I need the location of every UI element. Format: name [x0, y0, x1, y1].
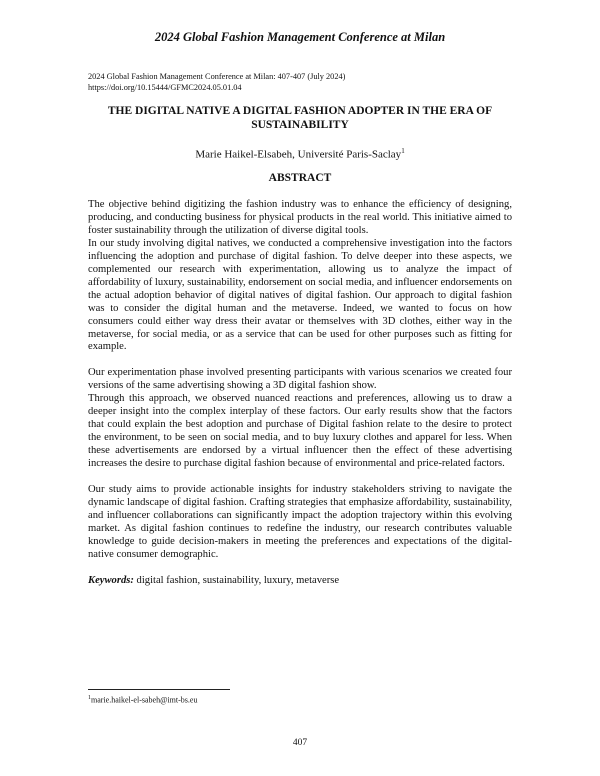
page-number: 407 [292, 738, 308, 748]
footnote [88, 695, 197, 705]
keywords-text: digital fashion, sustainability, luxury, metaverse [133, 574, 340, 586]
citation-block [88, 71, 345, 93]
abstract-body [88, 199, 512, 588]
keywords-line [88, 575, 512, 588]
abstract-heading: ABSTRACT [268, 172, 332, 184]
footnote-divider [88, 689, 230, 690]
abstract-paragraph: The objective behind digitizing the fashion industry was to enhance the efficiency of designing, producing, and conducting business for physical products in the real world. This initiative aimed to foster sustainability through the utilization of diverse digital tools. [88, 199, 512, 236]
abstract-paragraph: In our study involving digital natives, we conducted a comprehensive investigation into the factors influencing the adoption and purchase of digital fashion. To delve deeper into these aspects, we complemented our research with experimentation, allowing us to analyze the impact of affordability of luxury, sustainability, endorsement on social media, and influencer endorsements on the actual adoption behavior of digital natives of digital fashion. Our approach to digital fashion was to consider the digital human and the metaverse. Indeed, we wanted to focus on how consumers could either way dress their avatar or themselves with 3D clothes, either way in the metaverse, for social media, or as a service that can be used for other purposes such as fitting for example. [88, 237, 512, 353]
footnote-mark: 1 [88, 695, 91, 701]
paper-title: THE DIGITAL NATIVE A DIGITAL FASHION ADOPTER IN THE ERA OF SUSTAINABILITY [107, 105, 493, 131]
conference-header: 2024 Global Fashion Management Conference at Milan [154, 30, 446, 44]
abstract-paragraph: Through this approach, we observed nuanced reactions and preferences, allowing us to draw a deeper insight into the complex interplay of these factors. Our early results show that the factors that could explain the best adoption and purchase of Digital fashion relate to the desire to protect the environment, to be seen on social media, and to buy luxury clothes and apparel for less. When these advertisements are endorsed by a virtual influencer then the effect of these advertising increases the desire to purchase digital fashion because of environmental and price-related factors. [88, 393, 512, 470]
abstract-paragraph: Our experimentation phase involved presenting participants with various scenarios we created four versions of the same advertising showing a 3D digital fashion show. [88, 367, 512, 392]
author-line [0, 147, 600, 161]
author-name: Marie Haikel-Elsabeh, Université Paris-Saclay [195, 148, 402, 161]
keywords-label: Keywords: [88, 574, 134, 586]
footnote-email: marie.haikel-el-sabeh@imt-bs.eu [91, 695, 198, 705]
abstract-paragraph: Our study aims to provide actionable insights for industry stakeholders striving to navigate the dynamic landscape of digital fashion. Crafting strategies that emphasize affordability, sustainability, and influencer collaborations can significantly impact the adoption trajectory within this evolving market. As digital fashion continues to redefine the industry, our research contributes valuable knowledge to guide decision-makers in meeting the preferences and expectations of the digital-native consumer demographic. [88, 484, 512, 560]
doi-line: https://doi.org/10.15444/GFMC2024.05.01.04 [88, 83, 242, 92]
citation-line: 2024 Global Fashion Management Conference at Milan: 407-407 (July 2024) [88, 72, 346, 81]
author-footnote-mark: 1 [401, 147, 405, 155]
